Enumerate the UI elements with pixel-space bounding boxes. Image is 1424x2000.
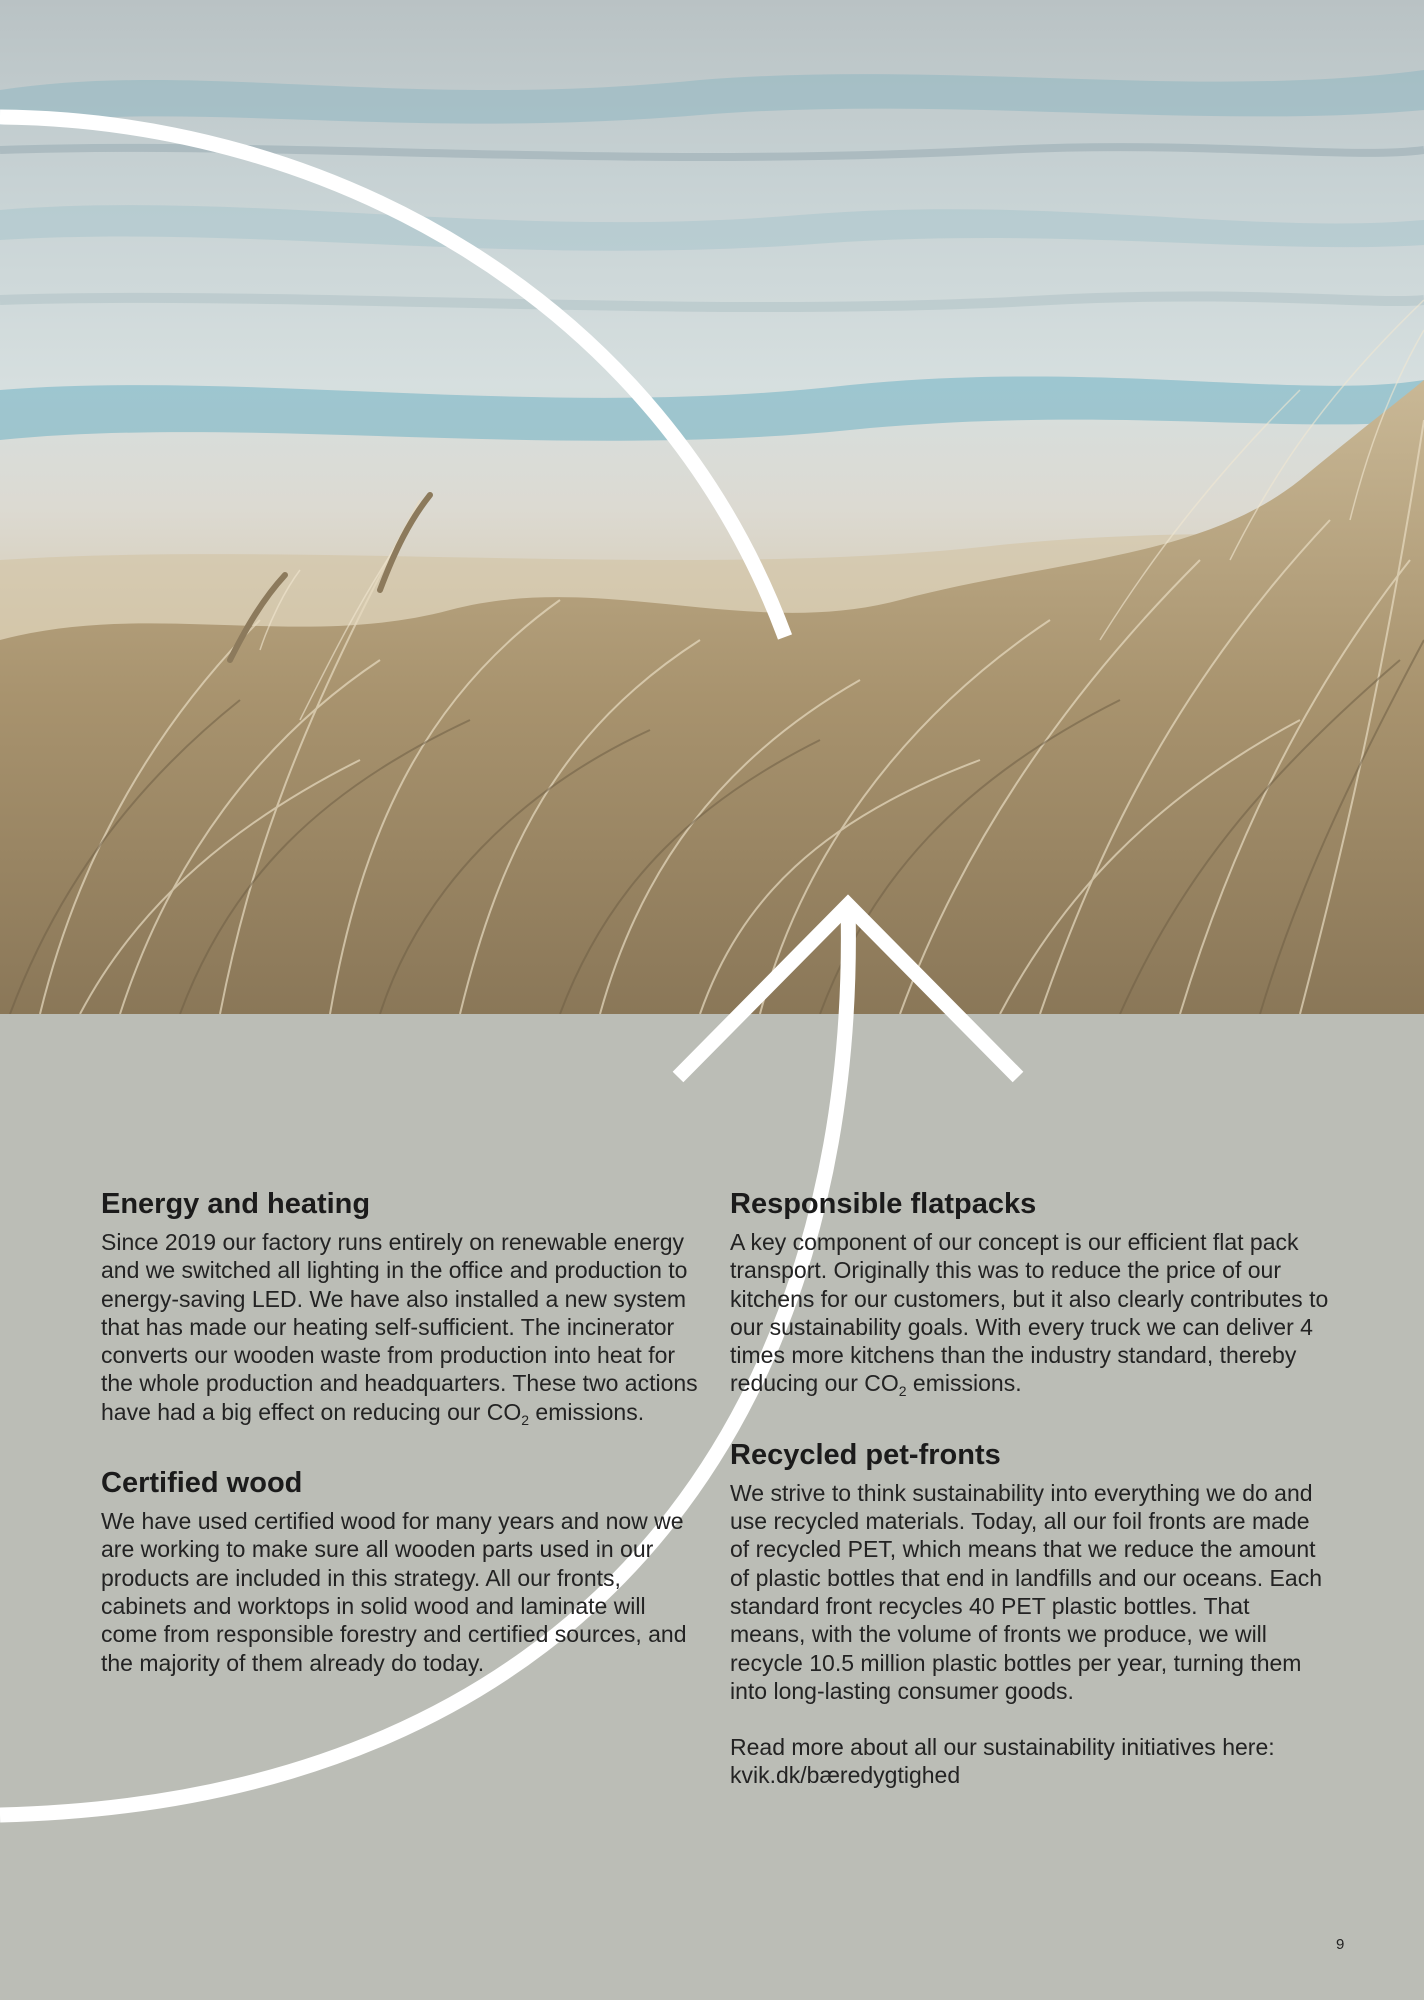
right-column bbox=[730, 1185, 1330, 1820]
energy-heating-text: Since 2019 our factory runs entirely on renewable energy and we switched all lighting in the office and production to energy-saving LED. We have also installed a new system that has made our heating self-sufficient. The incinerator converts our wooden waste from production into heat for the whole production and headquarters. These two actions have had a big effect on reducing our CO bbox=[101, 1229, 698, 1425]
flatpacks-text-end: emissions. bbox=[906, 1370, 1022, 1397]
certified-wood-body: We have used certified wood for many years and now we are working to make sure all wooden parts used in our products are included in this strategy. All our fronts, cabinets and worktops in solid wood and laminate will come from responsible forestry and certified sources, and the majority of them already do today. bbox=[101, 1508, 687, 1676]
flatpacks-body bbox=[730, 1228, 1330, 1406]
flatpacks-heading: Responsible flatpacks bbox=[730, 1188, 1037, 1220]
flatpacks-text: A key component of our concept is our efficient flat pack transport. Originally this was to reduce the price of our kitchens for our customers, but it also clearly contributes to our sustainability goals. With every truck we can deliver 4 times more kitchens than the industry standard, thereby reducing our CO bbox=[730, 1229, 1329, 1397]
page-number: 9 bbox=[1336, 1936, 1345, 1953]
energy-heating-section bbox=[101, 1185, 701, 1434]
co2-subscript: 2 bbox=[521, 1411, 530, 1428]
left-column bbox=[101, 1185, 701, 1707]
certified-wood-section bbox=[101, 1464, 701, 1677]
pet-fronts-section bbox=[730, 1436, 1330, 1790]
energy-heating-body bbox=[101, 1228, 701, 1434]
pet-fronts-body: We strive to think sustainability into everything we do and use recycled materials. Today, all our foil fronts are made of recycled PET, which means that we reduce the amount of plastic bottles that end in landfills and our oceans. Each standard front recycles 40 PET plastic bottles. That means, with the volume of fronts we produce, we will recycle 10.5 million plastic bottles per year, turning them into long-lasting consumer goods. bbox=[730, 1479, 1322, 1704]
energy-heating-text-end: emissions. bbox=[529, 1398, 645, 1425]
energy-heating-heading: Energy and heating bbox=[101, 1188, 371, 1220]
co2-subscript: 2 bbox=[898, 1383, 907, 1400]
read-more-text: Read more about all our sustainability initiatives here: bbox=[730, 1734, 1275, 1761]
pet-fronts-heading: Recycled pet-fronts bbox=[730, 1438, 1001, 1471]
sustainability-link[interactable]: kvik.dk/bæredygtighed bbox=[730, 1762, 961, 1789]
certified-wood-heading: Certified wood bbox=[101, 1467, 303, 1500]
flatpacks-section bbox=[730, 1185, 1330, 1406]
read-more-block bbox=[730, 1733, 1330, 1790]
